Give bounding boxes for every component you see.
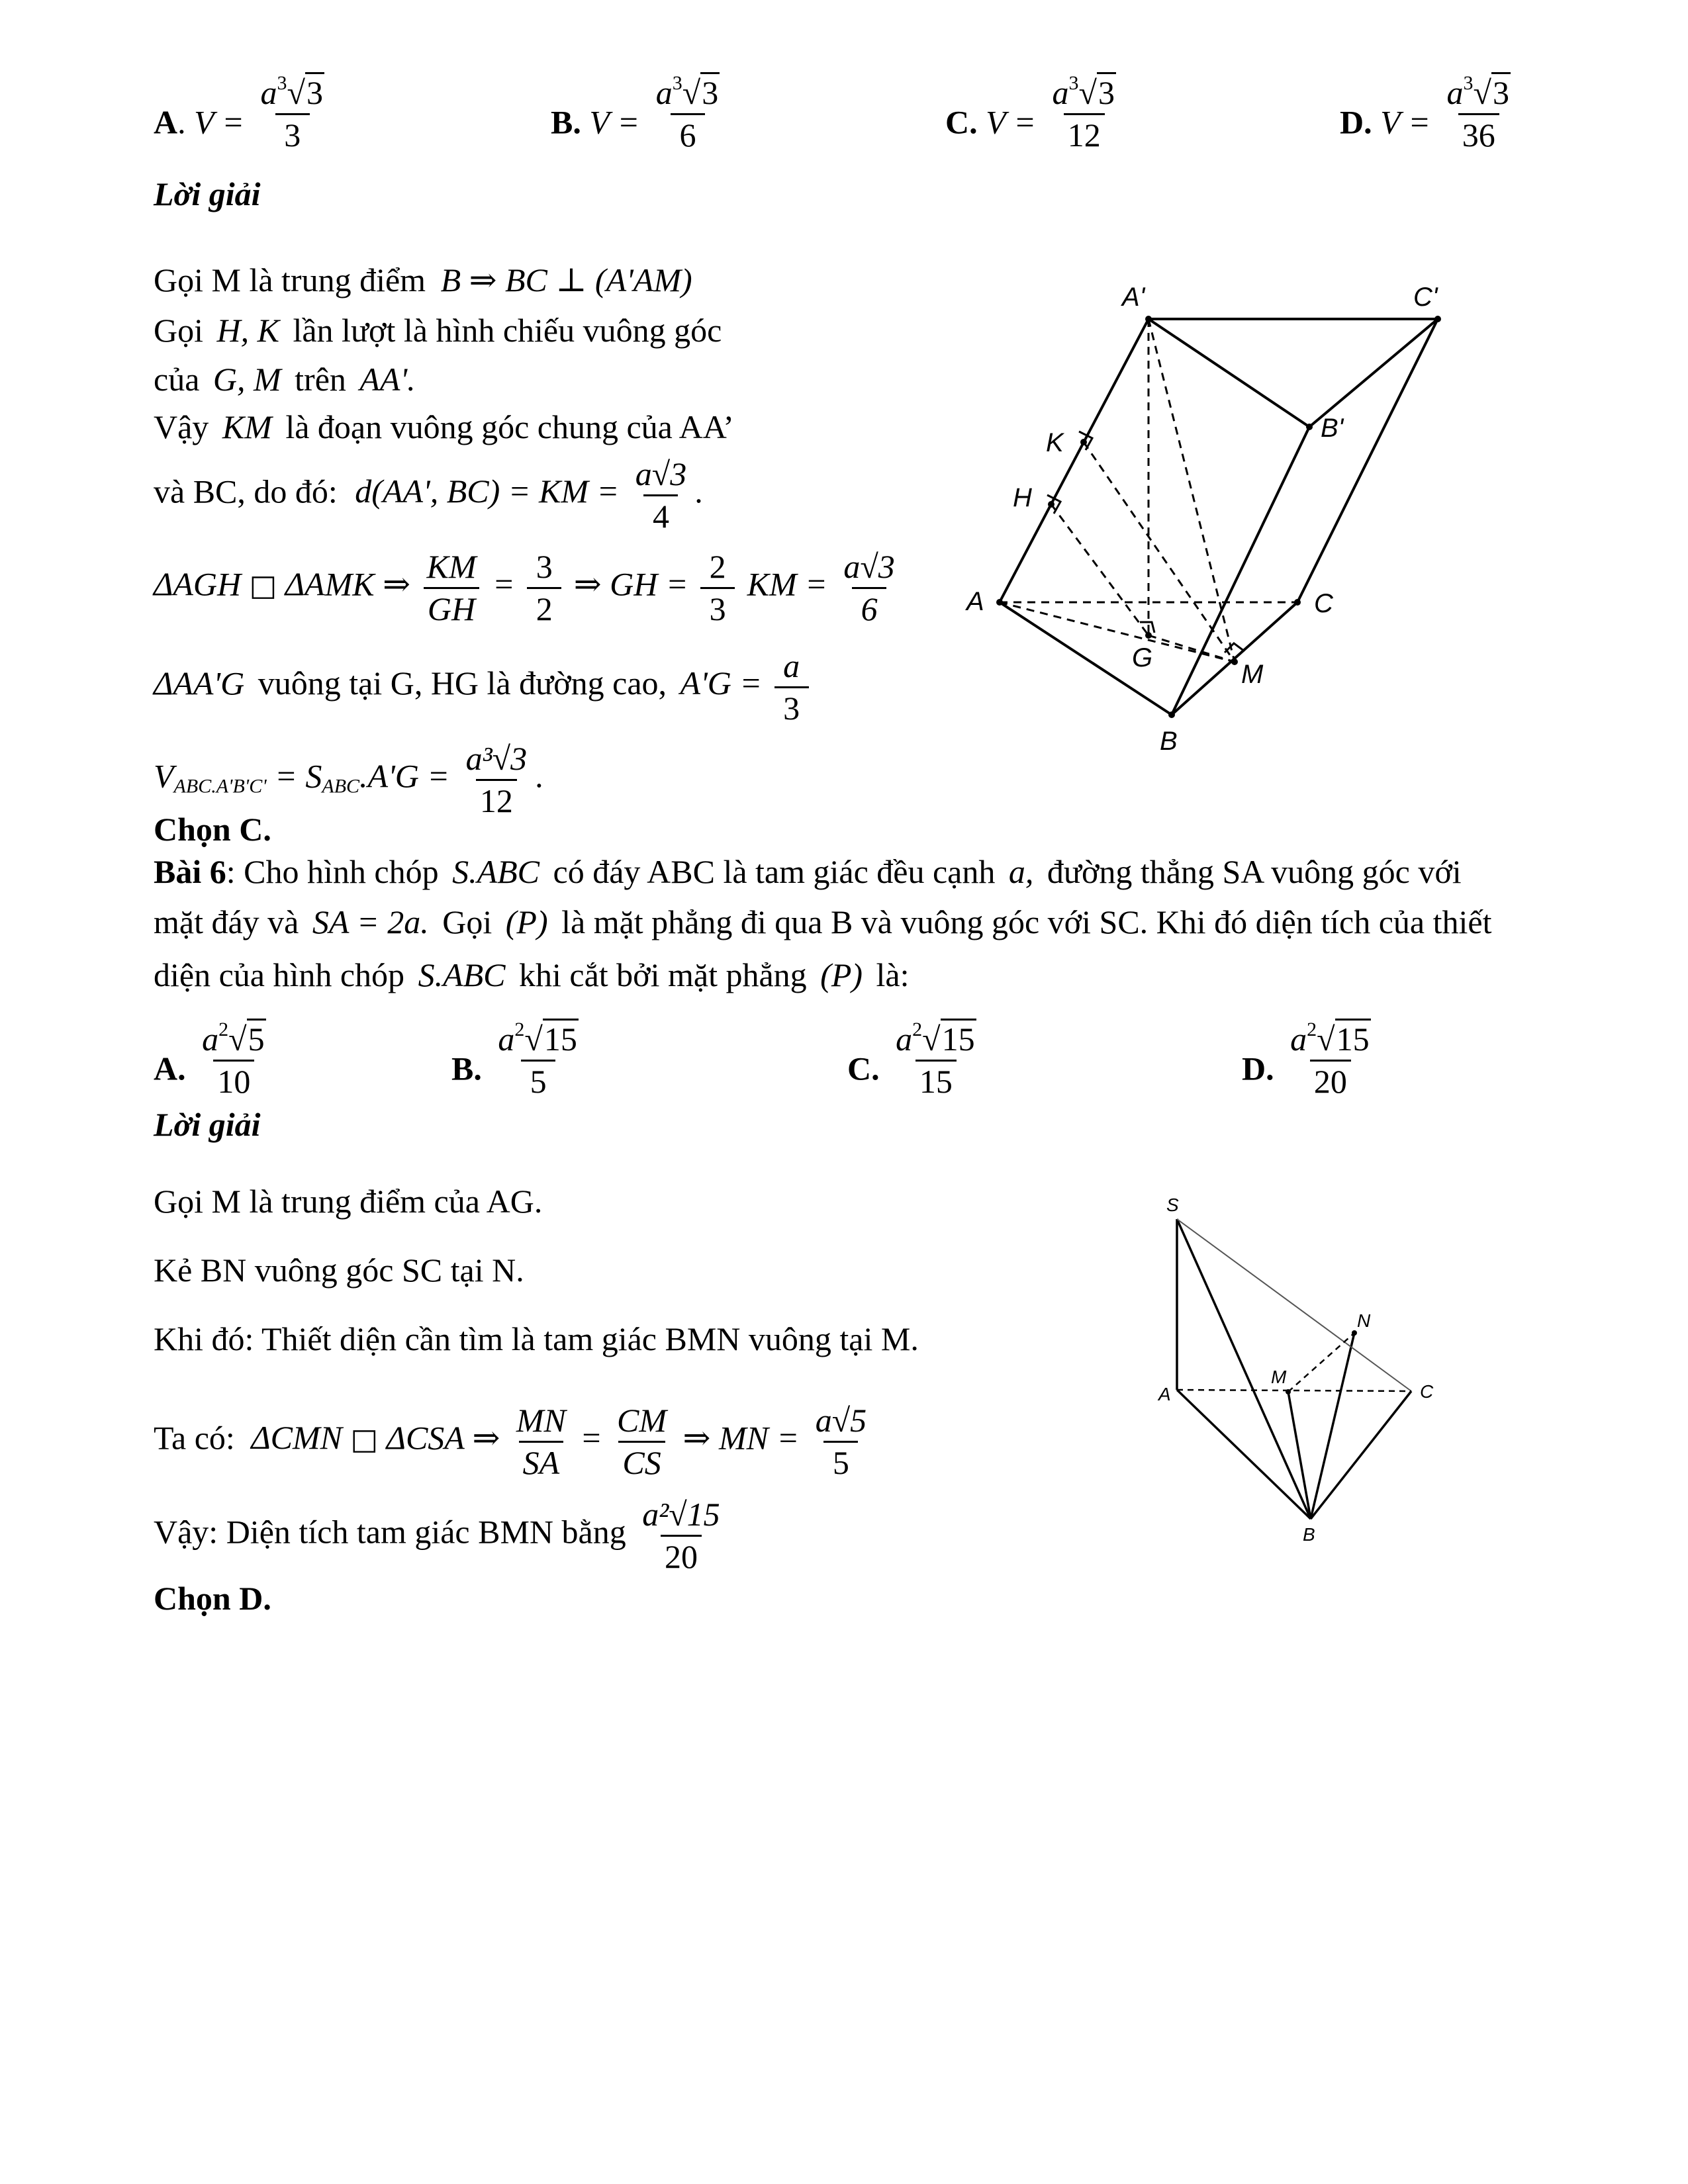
q6-option-b[interactable]: B. $\frac{a^2√15}{5}$ (451, 1046, 586, 1099)
q5-sol-line-1: Gọi M là trung điểm B ⇒ BC ⊥ (A'AM) (154, 261, 692, 298)
q6-option-a[interactable]: A. $\frac{a^2√5}{10}$ (154, 1046, 274, 1099)
label-c1: C' (1413, 283, 1438, 312)
q6-sol-line-3: Khi đó: Thiết diện cần tìm là tam giác BMN vuông tại M. (154, 1320, 919, 1357)
label-g: G (1132, 643, 1153, 672)
edge-c1-c (1297, 319, 1438, 602)
q5-sol-line-2: Gọi H, K lần lượt là hình chiếu vuông góc (154, 312, 722, 349)
q5-sol-line-8: $V_{ABC.A'B'C'} = S_{ABC}.A'G$ = $\frac{\text{a³√3}}{12}$ . (154, 740, 543, 819)
q5-sol-line-5: và BC, do đó: d(AA', BC) = KM = $\frac{a√3}{4}$ . (154, 455, 703, 535)
point-b1 (1306, 424, 1313, 430)
label-n: N (1357, 1310, 1371, 1331)
q6-option-d-fraction: $\frac{a^2√15}{20}$ (1290, 1019, 1370, 1100)
edge-a1-b1 (1149, 319, 1309, 427)
label-a: A (1158, 1384, 1171, 1404)
q5-solution-heading: Lời giải (154, 175, 261, 212)
dashed-g-m (1149, 635, 1235, 662)
label-b: B (1160, 727, 1178, 756)
q6-solid-edges (1177, 1219, 1411, 1519)
q5-option-d[interactable]: D. V = $\frac{a^3√3}{36}$ (1340, 99, 1519, 152)
q5-km-fraction: $\frac{a√3}{4}$ (635, 455, 687, 535)
point-m (1231, 659, 1238, 665)
q5-right-angle-marks (1047, 432, 1244, 653)
q5-answer: Chọn C. (154, 811, 271, 848)
point-k (1080, 439, 1087, 445)
q5-sol-line-4: Vậy KM là đoạn vuông góc chung của AA’ (154, 408, 734, 445)
q5-option-b-fraction: $\frac{a^3√3}{6}$ (655, 72, 719, 154)
label-h: H (1013, 483, 1032, 512)
label-s: S (1166, 1195, 1179, 1215)
dashed-k-m (1084, 442, 1235, 662)
q5-option-c-fraction: $\frac{a^3√3}{12}$ (1052, 72, 1115, 154)
q5-option-a[interactable]: A. V = $\frac{a^3√3}{3}$ (154, 99, 332, 152)
dashed-a-c (1177, 1390, 1411, 1391)
q5-sol-line-3: của G, M trên AA'. (154, 361, 416, 398)
q6-thin-edges (1177, 1219, 1411, 1391)
q5-solid-edges (1000, 319, 1438, 715)
label-c: C (1420, 1381, 1434, 1402)
label-b1: B' (1321, 414, 1344, 443)
q6-sol-line-5: Vậy: Diện tích tam giác BMN bằng $\frac{\text{a²√15}}{20}$ (154, 1496, 720, 1575)
q6-solution-heading: Lời giải (154, 1106, 261, 1143)
label-c: C (1314, 589, 1333, 618)
label-m: M (1241, 660, 1264, 689)
q6-sol-line-4: Ta có: ΔCMN □ ΔCSA ⇒ $\frac{MN}{SA}$ = $\frac{CM}{CS}$ ⇒ MN = $\frac{a√5}{5}$ (154, 1402, 867, 1481)
q5-dashed-edges (1000, 319, 1297, 662)
point-g (1145, 632, 1152, 639)
label-a1: A' (1122, 283, 1145, 312)
edge-b1-c1 (1309, 319, 1438, 427)
q6-pyramid-figure (1152, 1191, 1456, 1549)
dashed-a-m (1000, 602, 1235, 662)
q5-prism-figure (953, 265, 1496, 768)
edge-b1-b (1172, 427, 1309, 715)
point-h (1048, 501, 1055, 508)
q6-option-d[interactable]: D. $\frac{a^2√15}{20}$ (1242, 1046, 1379, 1099)
label-b: B (1303, 1524, 1315, 1545)
point-c1 (1434, 316, 1441, 322)
q5-option-c[interactable]: C. V = $\frac{a^3√3}{12}$ (945, 99, 1124, 152)
q5-sol-line-6: ΔAGH □ ΔAMK ⇒ $\frac{KM}{GH}$ = $\frac{3}{2}$ ⇒ GH = $\frac{2}{3}$ KM = $\frac{a√3}{6}$ (154, 548, 895, 627)
edge-s-b (1177, 1219, 1311, 1519)
point-a1 (1145, 316, 1152, 322)
point-n (1352, 1330, 1357, 1336)
dashed-h-g (1051, 504, 1149, 635)
label-a: A (966, 587, 984, 616)
point-a (996, 599, 1003, 606)
label-k: K (1046, 428, 1064, 457)
q5-option-b[interactable]: B. V = $\frac{a^3√3}{6}$ (551, 99, 727, 152)
dashed-m-n (1288, 1333, 1354, 1392)
point-m (1286, 1389, 1291, 1394)
edge-a1-a (1000, 319, 1149, 602)
edge-s-c (1177, 1219, 1411, 1391)
point-b (1168, 711, 1175, 718)
q5-sol-line-7: ΔAA'G vuông tại G, HG là đường cao, A'G = $\frac{a}{3}$ (154, 649, 813, 725)
q6-answer: Chọn D. (154, 1580, 271, 1617)
label-m: M (1271, 1367, 1287, 1387)
q6-option-c[interactable]: C. $\frac{a^2√15}{15}$ (847, 1046, 984, 1099)
q6-stem-line-1: Bài 6: Cho hình chóp S.ABC có đáy ABC là tam giác đều cạnh a, đường thẳng SA vuông góc với (154, 853, 1462, 890)
q6-option-a-fraction: $\frac{a^2√5}{10}$ (202, 1019, 265, 1100)
q6-title: Bài 6 (154, 853, 226, 890)
q5-option-d-fraction: $\frac{a^3√3}{36}$ (1446, 72, 1509, 154)
q6-dashed-edges (1177, 1333, 1411, 1392)
q6-option-c-fraction: $\frac{a^2√15}{15}$ (896, 1019, 975, 1100)
q6-stem-line-2: mặt đáy và SA = 2a. Gọi (P) là mặt phẳng đi qua B và vuông góc với SC. Khi đó diện tích của thiết (154, 903, 1492, 940)
q6-sol-line-1: Gọi M là trung điểm của AG. (154, 1183, 543, 1220)
q6-stem-line-3: diện của hình chóp S.ABC khi cắt bởi mặt phẳng (P) là: (154, 956, 910, 993)
q6-option-b-fraction: $\frac{a^2√15}{5}$ (498, 1019, 577, 1100)
q5-option-a-fraction: $\frac{a^3√3}{3}$ (260, 72, 323, 154)
q6-sol-line-2: Kẻ BN vuông góc SC tại N. (154, 1251, 524, 1289)
point-c (1294, 599, 1301, 606)
